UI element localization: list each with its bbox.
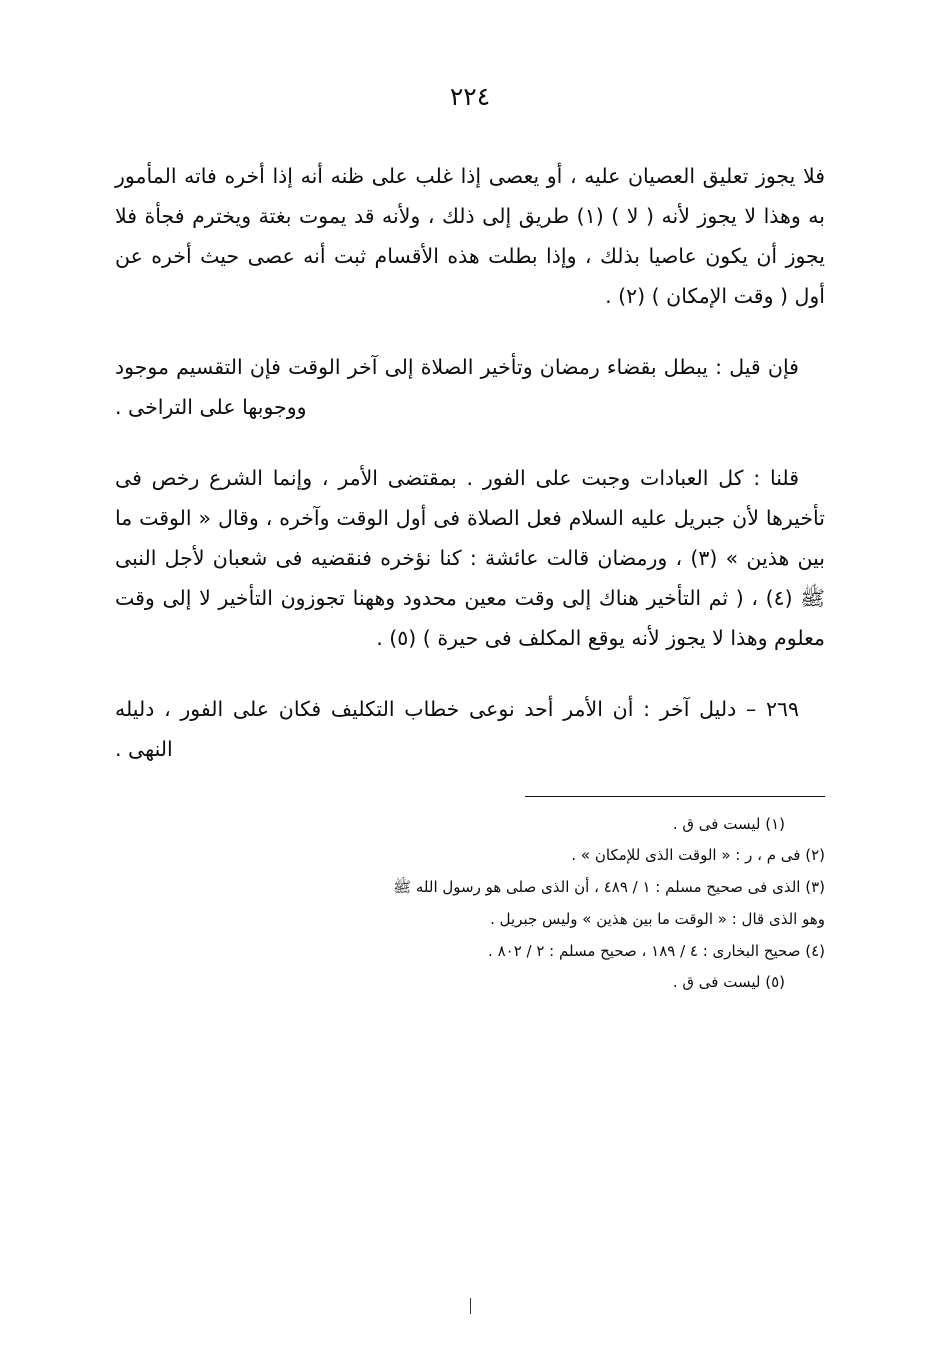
footnote-1: (١) ليست فى ق . <box>672 814 785 833</box>
footnote-divider <box>525 796 825 797</box>
footnote-5: (٥) ليست فى ق . <box>672 973 785 992</box>
page-number: ٢٢٤ <box>449 82 491 111</box>
body-text <box>115 157 825 770</box>
footnote-3-continued: وهو الذى قال : « الوقت ما بين هذين » وليس جبريل . <box>490 909 825 928</box>
footnote-2: (٢) فى م ، ر : « الوقت الذى للإمكان » . <box>571 846 825 865</box>
paragraph-4: ٢٦٩ – دليل آخر : أن الأمر أحد نوعى خطاب التكليف فكان على الفور ، دليله النهى . <box>115 696 799 761</box>
paragraph-2: فإن قيل : يبطل بقضاء رمضان وتأخير الصلاة إلى آخر الوقت فإن التقسيم موجود ووجوبها على التراخى . <box>115 354 799 419</box>
page-bottom-mark <box>470 1298 471 1314</box>
footnote-3: (٣) الذى فى صحيح مسلم : ١ / ٤٨٩ ، أن الذى صلى هو رسول الله ﷺ <box>392 878 825 897</box>
footnotes-section <box>115 811 825 998</box>
paragraph-3: قلنا : كل العبادات وجبت على الفور . بمقتضى الأمر ، وإنما الشرع رخص فى تأخيرها لأن جبريل عليه السلام فعل الصلاة فى أول الوقت وآخره ، وقال « الوقت ما بين هذين » (٣) ، ورمضان قالت عائشة : كنا نؤخره فنقضيه فى شعبان لأجل النبى ﷺ (٤) ، ( ثم التأخير هناك إلى وقت معين محدود وههنا تجوزون التأخير لا إلى وقت معلوم وهذا لا يجوز لأنه يوقع المكلف فى حيرة ) (٥) . <box>115 465 826 650</box>
paragraph-1: فلا يجوز تعليق العصيان عليه ، أو يعصى إذا غلب على ظنه أنه إذا أخره فاته المأمور به وهذا لا يجوز لأنه ( لا ) (١) طريق إلى ذلك ، ولأنه قد يموت بغتة ويخترم فجأة فلا يجوز أن يكون عاصيا بذلك ، وإذا بطلت هذه الأقسام ثبت أنه عصى حيث أخره عن أول ( وقت الإمكان ) (٢) . <box>115 164 825 308</box>
footnote-4: (٤) صحيح البخارى : ٤ / ١٨٩ ، صحيح مسلم : ٢ / ٨٠٢ . <box>488 941 825 960</box>
